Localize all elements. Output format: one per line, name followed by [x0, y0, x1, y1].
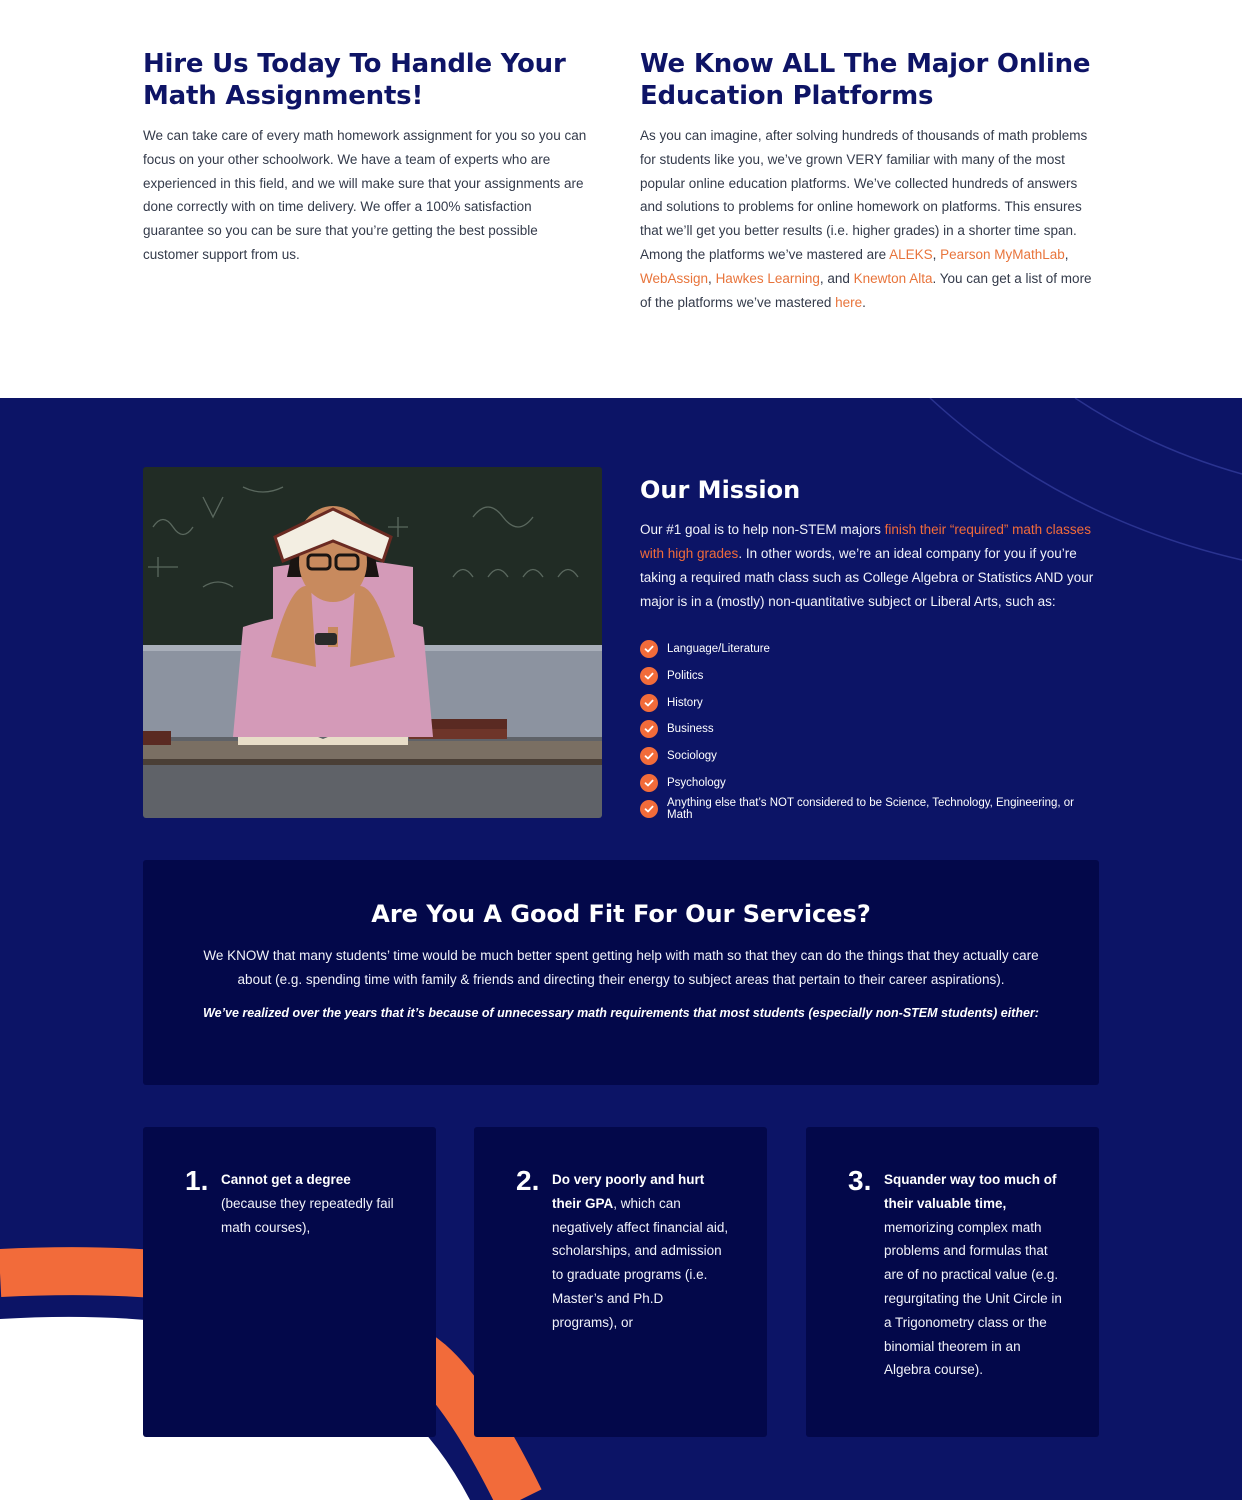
mission-text-1: Our #1 goal is to help non-STEM majors [640, 522, 885, 537]
card-rest: memorizing complex math problems and formulas that are of no practical value (e.g. regurgitating the Unit Circle in a Trigonometry class or the binomial theorem in an Algebra course). [884, 1219, 1062, 1378]
major-item [640, 769, 1100, 796]
major-label: Politics [667, 670, 704, 683]
card-text [221, 1168, 401, 1239]
mission-text-2: . In other words, we’re an ideal company for you if you’re taking a required math class such as College Algebra or Statistics AND your major is in a (mostly) non-quantitative subject or Liberal Arts, such as: [640, 546, 1094, 609]
platforms-text-3: . [862, 294, 866, 310]
good-fit-emphasis: We’ve realized over the years that it’s because of unnecessary math requirements that most students (especially non-STEM students) either: [203, 1006, 1039, 1020]
mission-highlight: finish their “required” math classes with high grades [640, 522, 1091, 561]
check-icon [640, 640, 658, 658]
major-item [640, 636, 1100, 663]
hire-title: Hire Us Today To Handle Your Math Assignments! [143, 49, 566, 111]
check-icon [640, 747, 658, 765]
check-icon [640, 800, 658, 818]
major-label: Psychology [667, 776, 726, 789]
card-rest: (because they repeatedly fail math courses), [221, 1195, 394, 1235]
link-here[interactable]: here [835, 294, 863, 310]
check-icon [640, 720, 658, 738]
platforms-body [640, 124, 1100, 314]
platforms-text-2: . You can get a list of more of the platforms we’ve mastered [640, 270, 1092, 310]
major-label: Anything else that’s NOT considered to be Science, Technology, Engineering, or Math [667, 797, 1075, 822]
platforms-title: We Know ALL The Major Online Education Platforms [640, 49, 1091, 111]
major-item [640, 689, 1100, 716]
reason-card-1 [143, 1127, 436, 1437]
card-bold: Cannot get a degree [221, 1172, 351, 1187]
link-hawkes-learning[interactable]: Hawkes Learning [715, 270, 820, 286]
mission-block [640, 472, 1100, 823]
check-icon [640, 667, 658, 685]
card-text [552, 1168, 732, 1335]
major-label: Language/Literature [667, 643, 770, 656]
platforms-sep-4: , and [819, 270, 854, 286]
major-item [640, 796, 1100, 823]
mission-section [0, 398, 1242, 1500]
card-rest: , which can negatively affect financial aid, scholarships, and admission to graduate programs (i.e. Master’s and Ph.D programs), or [552, 1195, 729, 1330]
reason-card-3 [806, 1127, 1099, 1437]
reason-card-2 [474, 1127, 767, 1437]
card-number: 3. [848, 1165, 872, 1196]
hire-column [143, 48, 588, 267]
mission-title: Our Mission [640, 476, 801, 504]
card-number: 1. [185, 1165, 209, 1196]
platforms-sep-2: , [1064, 246, 1069, 262]
link-webassign[interactable]: WebAssign [640, 270, 709, 286]
platforms-text-1: As you can imagine, after solving hundreds of thousands of math problems for students like you, we’ve grown VERY familiar with many of the most popular online education platforms. We’ve collected hundreds of answers and solutions to problems for online homework on platforms. This ensures that we’ll get you better results (i.e. higher grades) in a shorter time span. Among the platforms we’ve mastered are [640, 128, 1088, 262]
check-icon [640, 774, 658, 792]
major-label: History [667, 696, 703, 709]
link-aleks[interactable]: ALEKS [889, 246, 933, 262]
good-fit-title: Are You A Good Fit For Our Services? [371, 900, 871, 928]
card-number: 2. [516, 1165, 540, 1196]
hire-body: We can take care of every math homework assignment for you so you can focus on your other schoolwork. We have a team of experts who are experienced in this field, and we will make sure that your assignments are done correctly with on time delivery. We offer a 100% satisfaction guarantee so you can be sure that you’re getting the best possible customer support from us. [143, 128, 587, 262]
mission-body [640, 518, 1100, 614]
good-fit-body: We KNOW that many students’ time would be much better spent getting help with math so that they can do the things that they actually care about (e.g. spending time with family & friends and directing their energy to subject areas that pertain to their career aspirations). [203, 948, 1039, 987]
card-bold: Do very poorly and hurt their GPA [552, 1172, 705, 1211]
student-photo [143, 467, 602, 818]
card-bold: Squander way too much of their valuable time, [884, 1172, 1057, 1211]
link-knewton-alta[interactable]: Knewton Alta [853, 270, 933, 286]
check-icon [640, 694, 658, 712]
card-text [884, 1168, 1064, 1382]
top-section [0, 0, 1242, 398]
major-item [640, 663, 1100, 690]
platforms-sep-3: , [708, 270, 716, 286]
major-label: Sociology [667, 750, 717, 763]
major-item [640, 716, 1100, 743]
majors-list [640, 636, 1100, 823]
good-fit-box [143, 860, 1099, 1085]
link-pearson-mymathlab[interactable]: Pearson MyMathLab [940, 246, 1065, 262]
major-label: Business [667, 723, 714, 736]
major-item [640, 743, 1100, 770]
platforms-sep-1: , [932, 246, 941, 262]
platforms-column [640, 48, 1100, 314]
